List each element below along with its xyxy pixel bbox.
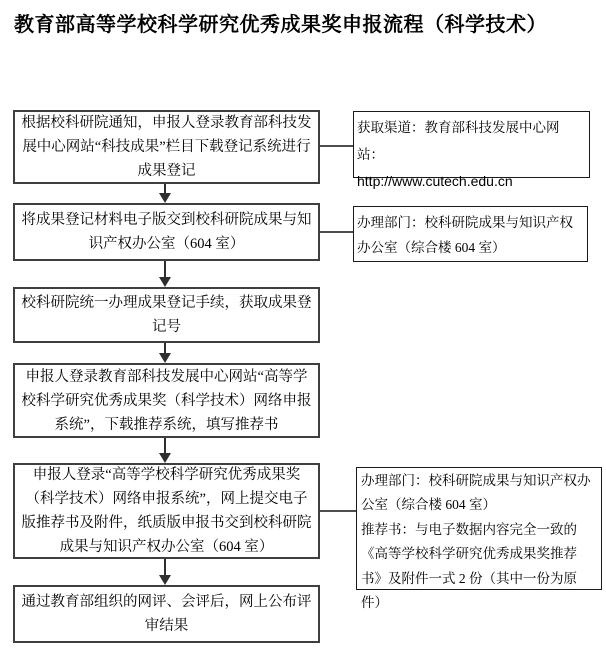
step-box-5 — [13, 463, 320, 559]
flow-arrow-down-icon — [159, 277, 171, 287]
step-box-3 — [13, 287, 320, 343]
step-box-2 — [13, 203, 320, 261]
note-submission-department: 办理部门：校科研院成果与知识产权办公室（综合楼 604 室） — [361, 473, 591, 513]
flow-arrow-down-icon — [159, 193, 171, 203]
step-text-3: 校科研院统一办理成果登记手续，获取成果登记号 — [21, 295, 312, 335]
connector-line-step5-note3 — [320, 510, 356, 512]
note-channel-label: 获取渠道：教育部科技发展中心网站： — [357, 120, 560, 162]
connector-line-step1-note1 — [320, 145, 353, 147]
step-text-4: 申报人登录教育部科技发展中心网站“高等学校科学研究优秀成果奖（科学技术）网络申报系统”，下载推荐系统，填写推荐书 — [21, 368, 312, 433]
flow-arrow-stem-4 — [164, 438, 166, 454]
flow-arrow-stem-2 — [164, 261, 166, 278]
flow-arrow-down-icon — [159, 353, 171, 363]
flow-arrow-stem-5 — [164, 559, 166, 576]
step-text-1: 根据校科研院通知，申报人登录教育部科技发展中心网站“科技成果”栏目下载登记系统进行成果登记 — [21, 115, 312, 179]
note-submission-recommendation: 推荐书：与电子数据内容完全一致的《高等学校科学研究优秀成果奖推荐书》及附件一式 2 份（其中一份为原件） — [361, 521, 577, 611]
note-department-text: 办理部门：校科研院成果与知识产权办公室（综合楼 604 室） — [357, 215, 573, 255]
step-text-6: 通过教育部组织的网评、会评后，网上公布评审结果 — [21, 594, 312, 634]
step-text-5: 申报人登录“高等学校科学研究优秀成果奖（科学技术）网络申报系统”，网上提交电子版推荐书及附件，纸质版申报书交到校科研院成果与知识产权办公室（604 室） — [21, 467, 312, 555]
step-box-4 — [13, 363, 320, 438]
note-channel-url: http://www.cutech.edu.cn — [357, 173, 513, 189]
step-text-2: 将成果登记材料电子版交到校科研院成果与知识产权办公室（604 室） — [21, 212, 312, 252]
flowchart-title: 教育部高等学校科学研究优秀成果奖申报流程（科学技术） — [14, 14, 547, 36]
step-box-6 — [13, 585, 320, 643]
step-box-1 — [13, 110, 320, 184]
note-box-channel — [353, 111, 590, 189]
note-box-submission — [356, 467, 602, 611]
flow-arrow-down-icon — [159, 453, 171, 463]
note-box-department — [353, 206, 588, 262]
flow-arrow-down-icon — [159, 575, 171, 585]
connector-line-step2-note2 — [320, 231, 353, 233]
